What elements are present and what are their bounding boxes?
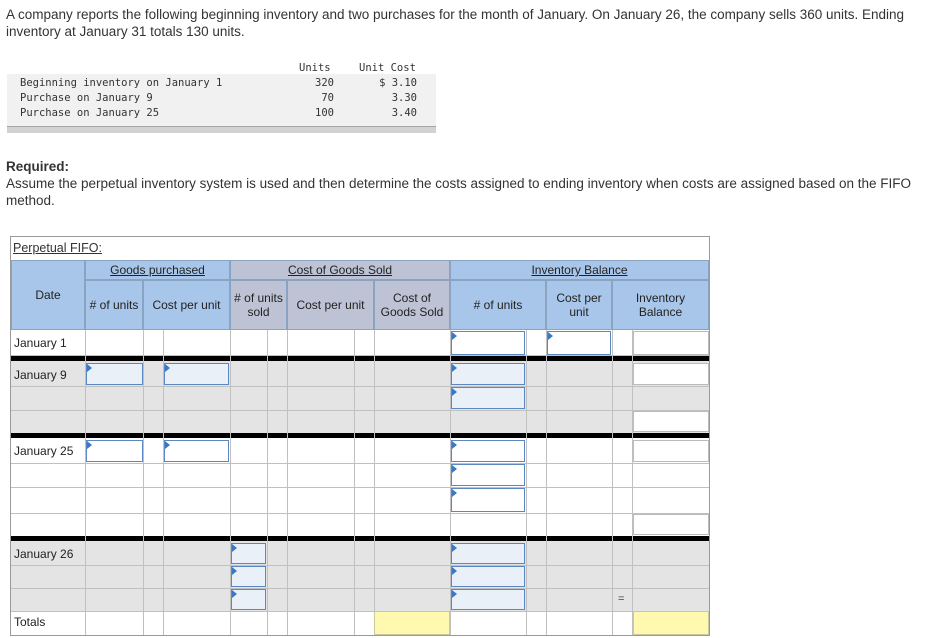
given-row-cost: $ 3.10 xyxy=(379,77,417,89)
subrow-line xyxy=(11,588,709,589)
subrow-line xyxy=(11,463,709,464)
given-col-units: Units xyxy=(299,62,331,74)
row-label-jan25: January 25 xyxy=(14,444,74,458)
equals-sign: = xyxy=(618,593,625,605)
col-cogs: Cost of Goods Sold xyxy=(374,280,450,330)
jan25-purchased-cost-input[interactable] xyxy=(164,440,229,462)
given-col-unit-cost: Unit Cost xyxy=(359,62,416,74)
col-inventory-balance: Inventory Balance xyxy=(612,280,709,330)
col-line xyxy=(143,330,144,635)
required-section xyxy=(6,158,936,209)
jan26-balance-units-input-1[interactable] xyxy=(451,543,525,564)
row-label-totals: Totals xyxy=(14,615,46,629)
group-cost-of-goods-sold: Cost of Goods Sold xyxy=(230,260,450,280)
col-line xyxy=(374,330,375,635)
jan26-units-sold-input-3[interactable] xyxy=(231,589,266,610)
jan25-balance-units-input-2[interactable] xyxy=(451,464,525,486)
given-row-label: Purchase on January 9 xyxy=(20,92,153,104)
total-cogs-cell[interactable] xyxy=(374,611,450,635)
subrow-line xyxy=(11,386,709,387)
given-row-label: Beginning inventory on January 1 xyxy=(20,77,223,89)
row-label-jan9: January 9 xyxy=(14,368,67,382)
subrow-line xyxy=(11,487,709,488)
row-jan26 xyxy=(11,541,709,611)
worksheet-title: Perpetual FIFO: xyxy=(13,241,102,255)
jan25-balance-total-2[interactable] xyxy=(633,514,709,535)
group-goods-purchased: Goods purchased xyxy=(85,260,230,280)
jan9-purchased-cost-input[interactable] xyxy=(164,363,229,385)
given-row-cost: 3.40 xyxy=(391,107,417,119)
given-row-label: Purchase on January 25 xyxy=(20,107,160,119)
row-label-jan26: January 26 xyxy=(14,547,74,561)
required-heading: Required: xyxy=(6,159,70,174)
jan25-balance-units-input-3[interactable] xyxy=(451,488,525,512)
jan1-balance-total[interactable] xyxy=(633,331,709,355)
jan9-purchased-units-input[interactable] xyxy=(86,363,143,385)
given-row-units: 100 xyxy=(315,107,334,119)
subrow-line xyxy=(11,513,709,514)
given-row-units: 70 xyxy=(321,92,334,104)
col-line xyxy=(287,330,288,635)
jan9-balance-units-input-2[interactable] xyxy=(451,387,525,409)
col-purchased-cost: Cost per unit xyxy=(143,280,230,330)
col-line xyxy=(546,330,547,635)
jan26-balance-units-input-2[interactable] xyxy=(451,566,525,587)
col-line xyxy=(267,330,268,635)
group-inventory-balance: Inventory Balance xyxy=(450,260,709,280)
col-line xyxy=(612,330,613,635)
col-balance-units: # of units xyxy=(450,280,546,330)
col-sold-cost: Cost per unit xyxy=(287,280,374,330)
given-table-footer xyxy=(7,126,436,133)
given-row-cost: 3.30 xyxy=(391,92,417,104)
required-text: Assume the perpetual inventory system is used and then determine the costs assigned to ending inventory when costs are assigned based on the FIFO method. xyxy=(6,176,912,208)
col-units-sold: # of units sold xyxy=(230,280,287,330)
fifo-worksheet xyxy=(10,236,710,636)
jan25-purchased-units-input[interactable] xyxy=(86,440,143,462)
given-data-table xyxy=(7,60,436,132)
jan1-balance-units-input[interactable] xyxy=(451,331,525,355)
col-line xyxy=(526,330,527,635)
col-line xyxy=(354,330,355,635)
col-balance-cost: Cost per unit xyxy=(546,280,612,330)
subrow-line xyxy=(11,565,709,566)
jan1-balance-cost-input[interactable] xyxy=(547,331,611,355)
jan25-balance-total-1[interactable] xyxy=(633,440,709,462)
row-totals xyxy=(11,611,709,635)
jan9-balance-total-2[interactable] xyxy=(633,411,709,432)
given-row-units: 320 xyxy=(315,77,334,89)
subrow-line xyxy=(11,410,709,411)
row-label-jan1: January 1 xyxy=(14,336,67,350)
col-date: Date xyxy=(11,260,85,330)
col-purchased-units: # of units xyxy=(85,280,143,330)
jan26-units-sold-input-2[interactable] xyxy=(231,566,266,587)
jan25-balance-units-input-1[interactable] xyxy=(451,440,525,462)
total-inventory-balance-cell[interactable] xyxy=(633,611,709,635)
jan9-balance-units-input-1[interactable] xyxy=(451,363,525,385)
jan26-units-sold-input-1[interactable] xyxy=(231,543,266,564)
jan26-balance-units-input-3[interactable] xyxy=(451,589,525,610)
problem-intro: A company reports the following beginning inventory and two purchases for the month of January. On January 26, the company sells 360 units. Ending inventory at January 31 totals 130 units. xyxy=(6,7,905,39)
jan9-balance-total-1[interactable] xyxy=(633,363,709,385)
